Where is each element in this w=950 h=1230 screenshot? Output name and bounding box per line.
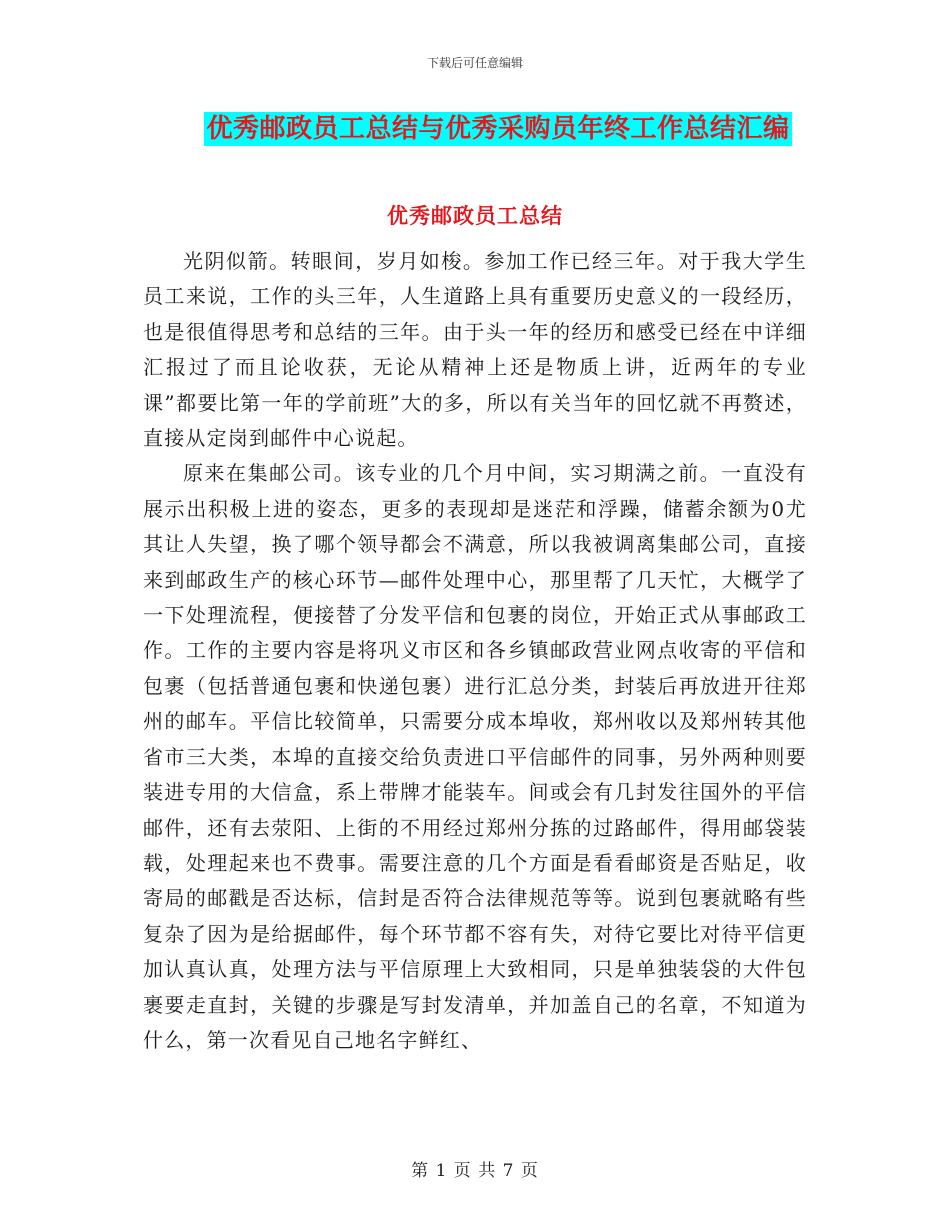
- header-note: 下载后可任意编辑: [426, 56, 523, 70]
- paragraph-2: 原来在集邮公司。该专业的几个月中间，实习期满之前。一直没有展示出积极上进的姿态，更多的表现却是迷茫和浮躁，储蓄余额为0尤其让人失望，换了哪个领导都会不满意，所以我被调离集邮公司，直接来到邮政生产的核心环节—邮件处理中心，那里帮了几天忙，大概学了一下处理流程，便接替了分发平信和包裹的岗位，开始正式从事邮政工作。工作的主要内容是将巩义市区和各乡镇邮政营业网点收寄的平信和包裹（包括普通包裹和快递包裹）进行汇总分类，封装后再放进开往郑州的邮车。平信比较简单，只需要分成本埠收，郑州收以及郑州转其他省市三大类，本埠的直接交给负责进口平信邮件的同事，另外两种则要装进专用的大信盒，系上带牌才能装车。间或会有几封发往国外的平信邮件，还有去荥阳、上街的不用经过郑州分拣的过路邮件，得用邮袋装载，处理起来也不费事。需要注意的几个方面是看看邮资是否贴足，收寄局的邮戳是否达标，信封是否符合法律规范等等。说到包裹就略有些复杂了因为是给据邮件，每个环节都不容有失，对待它要比对待平信更加认真认真，处理方法与平信原理上大致相同，只是单独装袋的大件包裹要走直封，关键的步骤是写封发清单，并加盖自己的名章，不知道为什么，第一次看见自己地名字鲜红、: [143, 461, 807, 1052]
- main-title: 优秀邮政员工总结与优秀采购员年终工作总结汇编: [206, 114, 790, 144]
- main-title-container: [0, 112, 950, 146]
- section-title: 优秀邮政员工总结: [387, 203, 563, 228]
- paragraph-1: 光阴似箭。转眼间，岁月如梭。参加工作已经三年。对于我大学生员工来说，工作的头三年，人生道路上具有重要历史意义的一段经历，也是很值得思考和总结的三年。由于头一年的经历和感受已经在中详细汇报过了而且论收获，无论从精神上还是物质上讲，近两年的专业课”都要比第一年的学前班”大的多，所以有关当年的回忆就不再赘述，直接从定岗到邮件中心说起。: [143, 249, 807, 451]
- document-body: [143, 244, 807, 1058]
- page-number-footer: 第 1 页 共 7 页: [411, 1161, 539, 1181]
